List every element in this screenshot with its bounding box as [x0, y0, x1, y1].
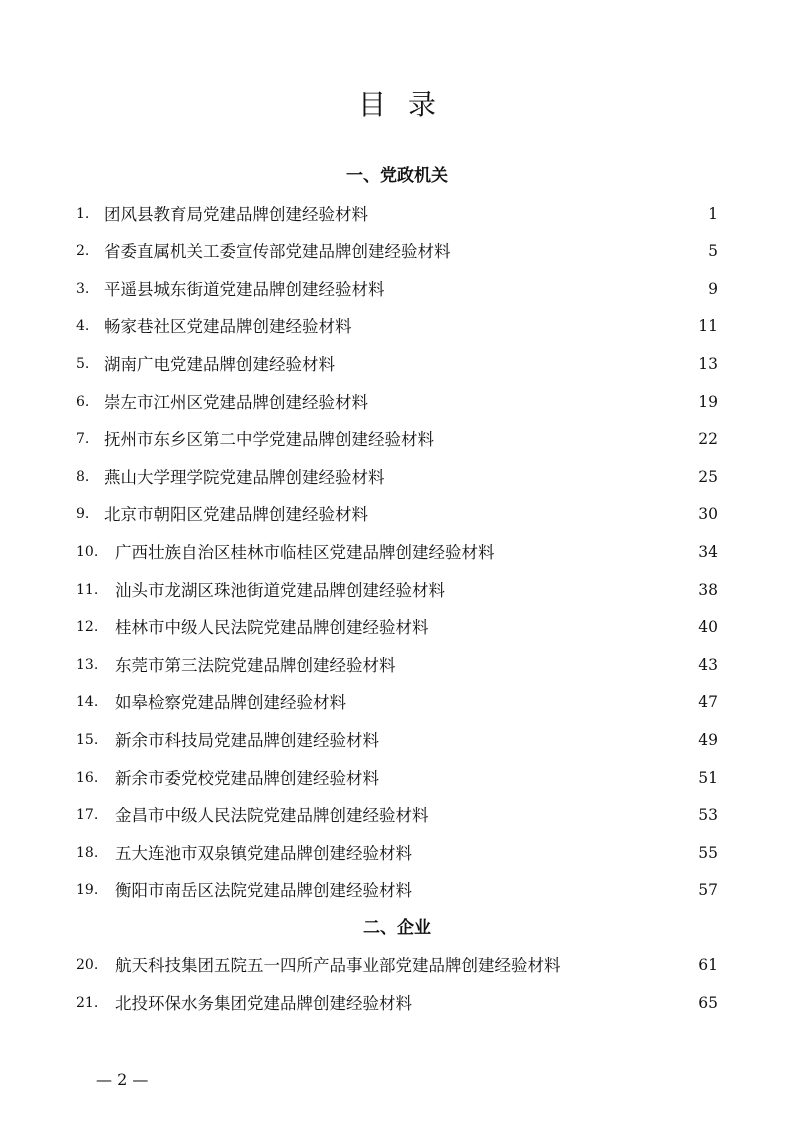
entry-number: 7.: [76, 431, 90, 448]
entry-title: 崇左市江州区党建品牌创建经验材料: [104, 392, 368, 412]
entry-page: 53: [698, 806, 718, 825]
entry-number: 13.: [76, 656, 99, 673]
entry-page: 22: [698, 430, 718, 449]
toc-entry[interactable]: [0, 196, 794, 234]
entry-page: 38: [698, 580, 718, 599]
section-heading: 二、企业: [363, 917, 431, 938]
entry-title: 团风县教育局党建品牌创建经验材料: [104, 204, 368, 224]
entry-page: 9: [708, 279, 718, 298]
entry-number: 4.: [76, 318, 90, 335]
entry-page: 43: [698, 655, 718, 674]
toc-entry[interactable]: [0, 496, 794, 534]
entry-title: 汕头市龙湖区珠池街道党建品牌创建经验材料: [115, 580, 445, 600]
entry-page: 11: [698, 317, 718, 336]
toc-entry[interactable]: [0, 233, 794, 271]
entry-page: 13: [698, 354, 718, 373]
entry-page: 51: [698, 768, 718, 787]
entry-title: 平遥县城东街道党建品牌创建经验材料: [104, 279, 385, 299]
entry-title: 燕山大学理学院党建品牌创建经验材料: [104, 467, 385, 487]
entry-title: 新余市委党校党建品牌创建经验材料: [115, 768, 379, 788]
entry-number: 18.: [76, 844, 99, 861]
toc-entry[interactable]: [0, 722, 794, 760]
toc-entry[interactable]: [0, 760, 794, 798]
toc-entry[interactable]: [0, 308, 794, 346]
entry-number: 3.: [76, 280, 90, 297]
toc-entry[interactable]: [0, 609, 794, 647]
entry-page: 30: [698, 505, 718, 524]
entry-title: 北京市朝阳区党建品牌创建经验材料: [104, 505, 368, 525]
entry-title: 抚州市东乡区第二中学党建品牌创建经验材料: [104, 430, 434, 450]
entry-page: 25: [698, 467, 718, 486]
toc-entry[interactable]: [0, 421, 794, 459]
toc-entry[interactable]: [0, 271, 794, 309]
entry-page: 57: [698, 881, 718, 900]
entry-title: 五大连池市双泉镇党建品牌创建经验材料: [115, 843, 412, 863]
entry-title: 北投环保水务集团党建品牌创建经验材料: [115, 994, 412, 1014]
toc-entry[interactable]: [0, 684, 794, 722]
entry-title: 衡阳市南岳区法院党建品牌创建经验材料: [115, 881, 412, 901]
entry-page: 40: [698, 618, 718, 637]
entry-page: 19: [698, 392, 718, 411]
entry-number: 16.: [76, 769, 99, 786]
entry-number: 20.: [76, 957, 99, 974]
entry-title: 畅家巷社区党建品牌创建经验材料: [104, 317, 352, 337]
entry-number: 5.: [76, 355, 90, 372]
entry-title: 如皋检察党建品牌创建经验材料: [115, 693, 346, 713]
section-heading: 一、党政机关: [346, 166, 448, 186]
toc-entry[interactable]: [0, 835, 794, 873]
entry-title: 新余市科技局党建品牌创建经验材料: [115, 730, 379, 750]
entry-number: 10.: [76, 543, 99, 560]
table-of-contents: [0, 158, 794, 1023]
toc-entry[interactable]: [0, 797, 794, 835]
entry-number: 9.: [76, 506, 90, 523]
toc-entry[interactable]: [0, 459, 794, 497]
entry-page: 1: [708, 204, 718, 223]
entry-title: 省委直属机关工委宣传部党建品牌创建经验材料: [104, 242, 451, 262]
entry-number: 11.: [76, 581, 99, 598]
entry-page: 61: [698, 956, 718, 975]
entry-number: 8.: [76, 468, 90, 485]
entry-number: 12.: [76, 619, 99, 636]
entry-title: 桂林市中级人民法院党建品牌创建经验材料: [115, 618, 429, 638]
entry-number: 1.: [76, 205, 90, 222]
entry-page: 55: [698, 843, 718, 862]
entry-title: 东莞市第三法院党建品牌创建经验材料: [115, 655, 396, 675]
entry-title: 航天科技集团五院五一四所产品事业部党建品牌创建经验材料: [115, 956, 561, 976]
entry-page: 49: [698, 730, 718, 749]
entry-title: 湖南广电党建品牌创建经验材料: [104, 354, 335, 374]
entry-page: 5: [708, 242, 718, 261]
entry-number: 15.: [76, 731, 99, 748]
entry-page: 34: [698, 542, 718, 561]
entry-number: 21.: [76, 995, 99, 1012]
entry-page: 47: [698, 693, 718, 712]
page-number-footer: — 2 —: [96, 1070, 149, 1089]
entry-number: 17.: [76, 807, 99, 824]
entry-number: 14.: [76, 694, 99, 711]
toc-entry[interactable]: [0, 534, 794, 572]
toc-entry[interactable]: [0, 572, 794, 610]
entry-page: 65: [698, 994, 718, 1013]
entry-title: 广西壮族自治区桂林市临桂区党建品牌创建经验材料: [115, 542, 495, 562]
toc-entry[interactable]: [0, 346, 794, 384]
toc-entry[interactable]: [0, 384, 794, 422]
entry-number: 2.: [76, 243, 90, 260]
page-title: 目录: [357, 88, 458, 121]
entry-number: 6.: [76, 393, 90, 410]
entry-number: 19.: [76, 882, 99, 899]
toc-entry[interactable]: [0, 947, 794, 985]
entry-title: 金昌市中级人民法院党建品牌创建经验材料: [115, 806, 429, 826]
toc-entry[interactable]: [0, 872, 794, 910]
toc-entry[interactable]: [0, 985, 794, 1023]
toc-entry[interactable]: [0, 647, 794, 685]
